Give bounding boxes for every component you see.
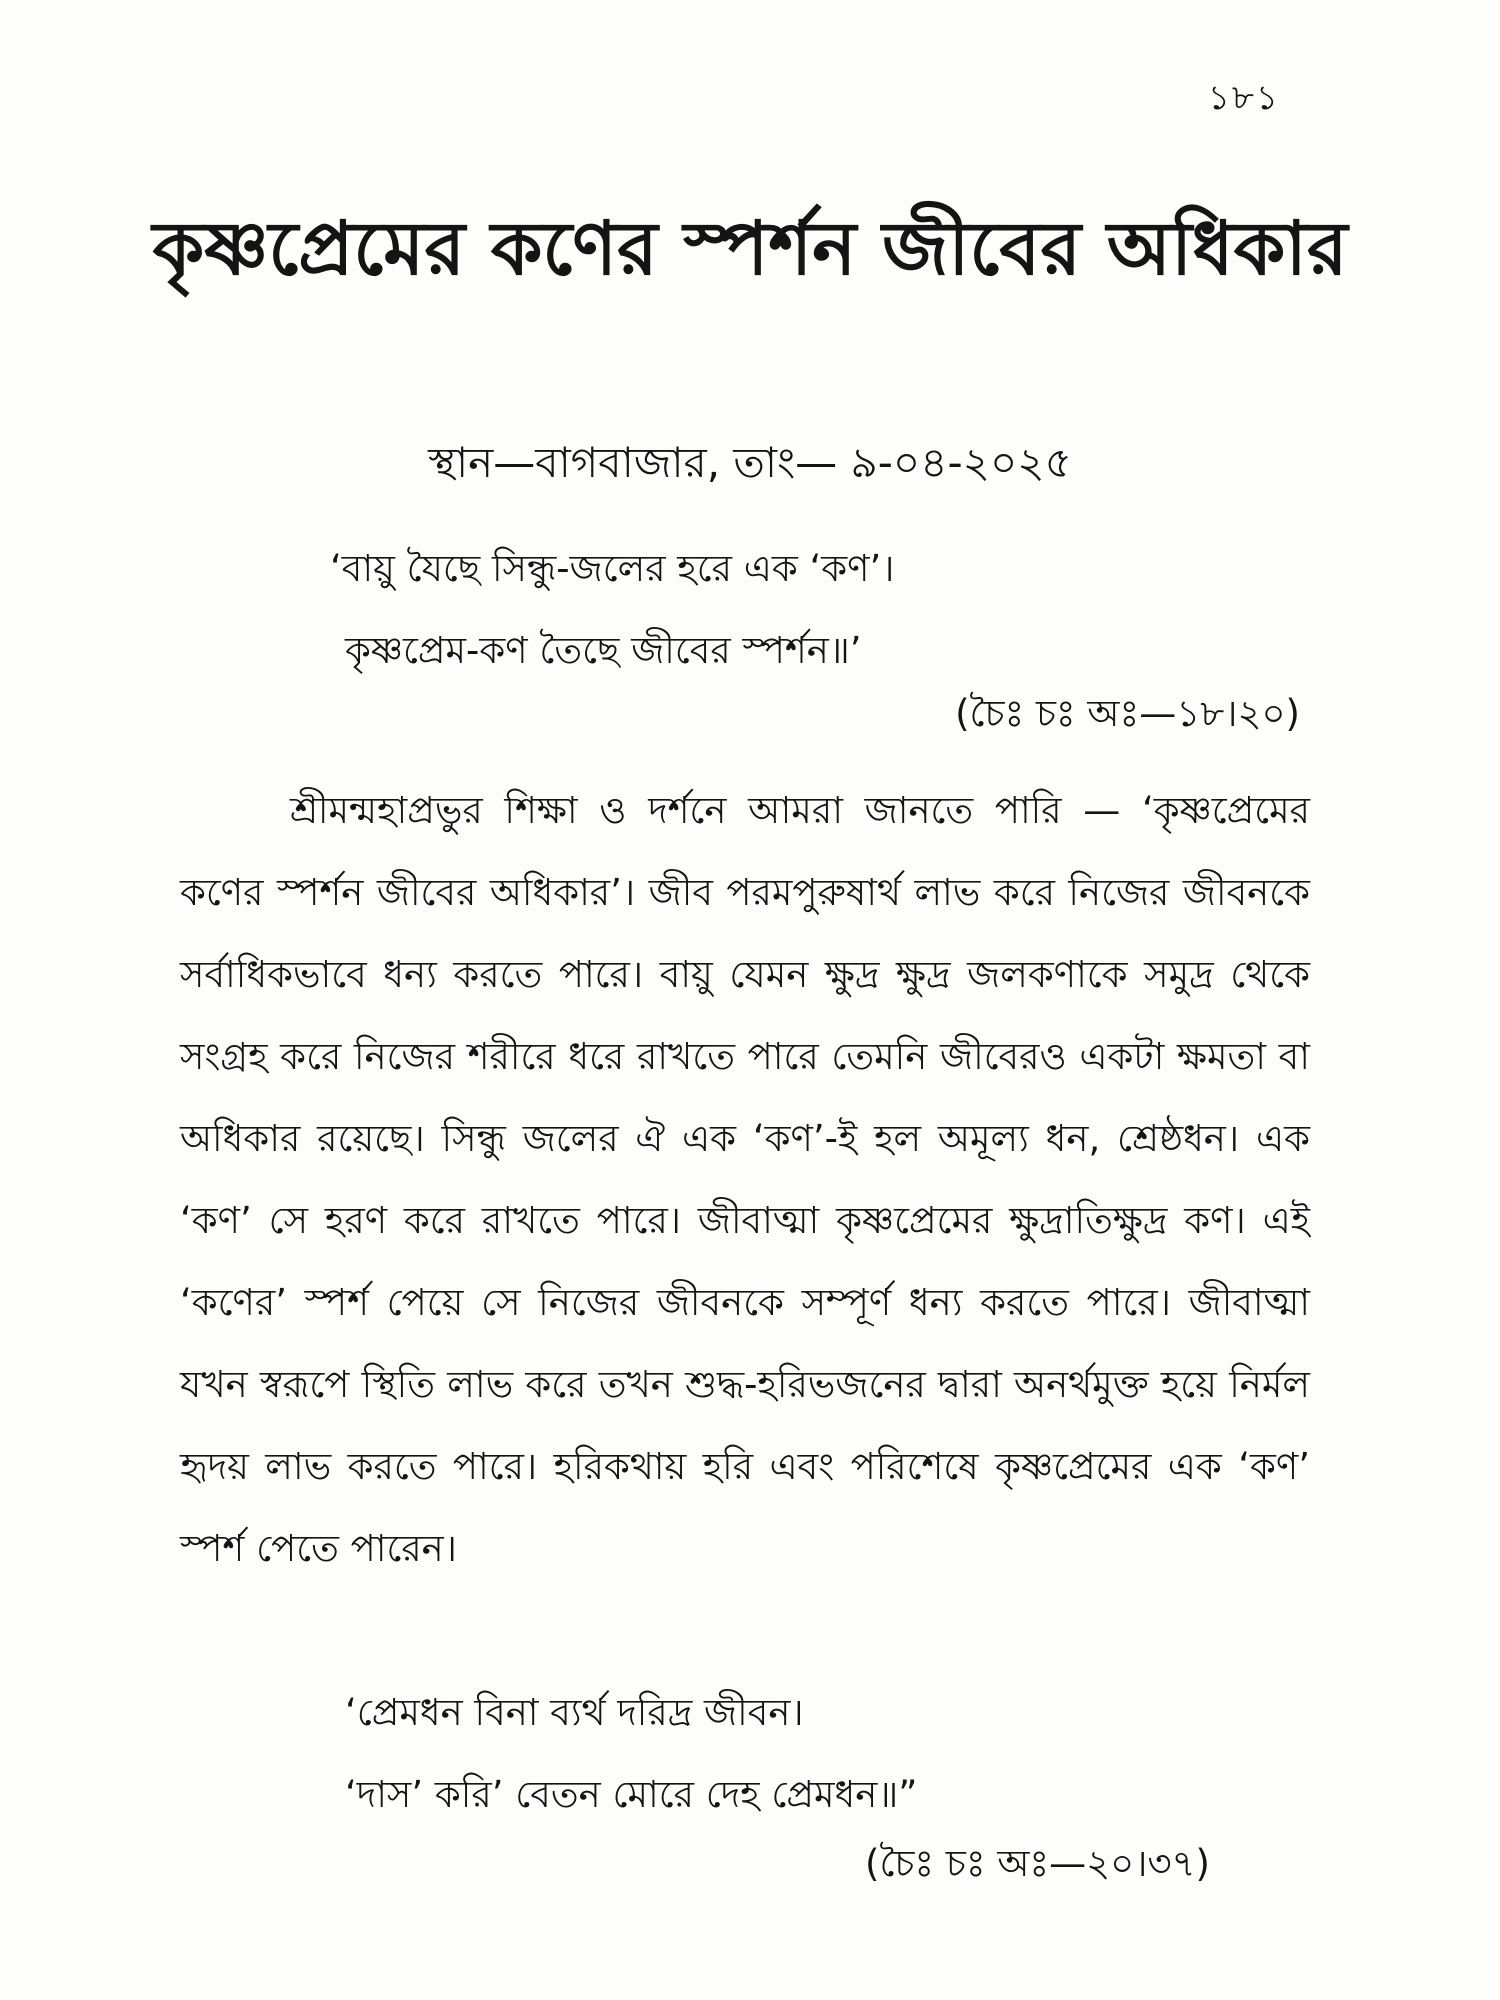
verse-line: কৃষ্ণপ্রেম-কণ তৈছে জীবের স্পর্শন॥’: [345, 629, 862, 672]
verse-citation: (চৈঃ চঃ অঃ—১৮।২০): [955, 692, 1300, 735]
chapter-title: কৃষ্ণপ্রেমের কণের স্পর্শন জীবের অধিকার: [152, 206, 1348, 292]
verse-line: ‘প্রেমধন বিনা ব্যর্থ দরিদ্র জীবন।: [345, 1691, 804, 1734]
verse-line: ‘দাস’ করি’ বেতন মোরে দেহ প্রেমধন॥”: [345, 1773, 918, 1816]
verse-citation: (চৈঃ চঃ অঃ—২০।৩৭): [865, 1842, 1210, 1885]
body-paragraph: শ্রীমন্মহাপ্রভুর শিক্ষা ও দর্শনে আমরা জানতে পারি — ‘কৃষ্ণপ্রেমের কণের স্পর্শন জীবের অধিকার’। জীব পরমপুরুষার্থ লাভ করে নিজের জীবনকে সর্বাধিকভাবে ধন্য করতে পারে। বায়ু যেমন ক্ষুদ্র ক্ষুদ্র জলকণাকে সমুদ্র থেকে সংগ্রহ করে নিজের শরীরে ধরে রাখতে পারে তেমনি জীবেরও একটা ক্ষমতা বা অধিকার রয়েছে। সিন্ধু জলের ঐ এক ‘কণ’-ই হল অমূল্য ধন, শ্রেষ্ঠধন। এক ‘কণ’ সে হরণ করে রাখতে পারে। জীবাত্মা কৃষ্ণপ্রেমের ক্ষুদ্রাতিক্ষুদ্র কণ। এই ‘কণের’ স্পর্শ পেয়ে সে নিজের জীবনকে সম্পূর্ণ ধন্য করতে পারে। জীবাত্মা যখন স্বরূপে স্থিতি লাভ করে তখন শুদ্ধ-হরিভজনের দ্বারা অনর্থমুক্ত হয়ে নির্মল হৃদয় লাভ করতে পারে। হরিকথায় হরি এবং পরিশেষে কৃষ্ণপ্রেমের এক ‘কণ’ স্পর্শ পেতে পারেন।: [180, 789, 1310, 1570]
opening-verse: [330, 528, 895, 692]
page-number: ১৮১: [1207, 78, 1280, 118]
place-date-line: স্থান—বাগবাজার, তাং— ৯-০৪-২০২৫: [428, 438, 1072, 487]
verse-line: ‘বায়ু যৈছে সিন্ধু-জলের হরে এক ‘কণ’।: [330, 547, 895, 590]
closing-verse: [345, 1672, 917, 1836]
